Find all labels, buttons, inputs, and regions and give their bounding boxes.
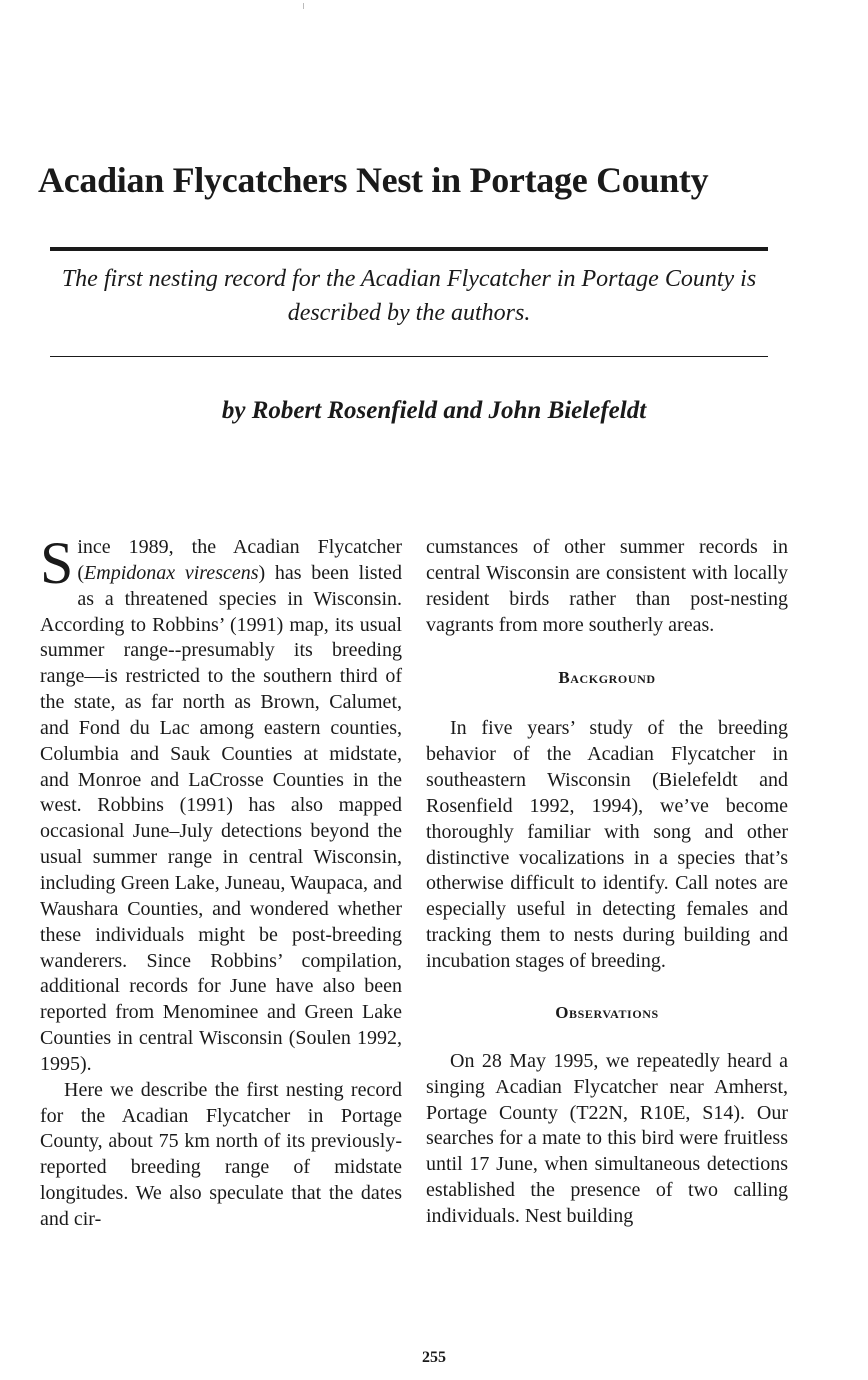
second-paragraph: Here we describe the first nesting record for the Acadian Flycatcher in Portage County, about 75 km north of its previously-reported breeding range of midstate longitudes. We also speculate that the dates and cir-	[40, 1078, 402, 1230]
background-paragraph: In five years’ study of the breeding behavior of the Acadian Flycatcher in southeastern Wisconsin (Bielefeldt and Rosenfield 1992, 1994), we’ve become thoroughly familiar with song and other distinctive vocalizations in a species that’s otherwise difficult to identify. Call notes are especially useful in detecting females and tracking them to nests during building and incubation stages of breeding.	[426, 717, 788, 972]
continued-paragraph: cumstances of other summer records in central Wisconsin are consistent with locally resident birds rather than post-nesting vagrants from more southerly areas.	[426, 536, 788, 636]
species-name: Empidonax virescens	[84, 561, 259, 584]
thin-divider	[50, 356, 768, 357]
thick-divider	[50, 247, 768, 251]
article-subtitle: The first nesting record for the Acadian Flycatcher in Portage County is described by the authors.	[61, 266, 757, 326]
intro-text-rest: ) has been listed as a threatened species in Wisconsin. According to Robbins’ (1991) map, its usual summer range--presumably its breeding range—is restricted to the southern third of the state, as far north as Brown, Calumet, and Fond du Lac among eastern counties, Columbia and Sauk Counties at midstate, and Monroe and LaCrosse Counties in the west. Robbins (1991) has also mapped occasional June–July detections beyond the usual summer range in central Wisconsin, including Green Lake, Juneau, Waupaca, and Waushara Counties, and wondered whether these individuals might be post-breeding wanderers. Since Robbins’ compilation, additional records for June have also been reported from Menominee and Green Lake Counties in central Wisconsin (Soulen 1992, 1995).	[40, 561, 403, 1075]
byline: by Robert Rosenfield and John Bielefeldt	[221, 397, 647, 424]
right-column	[426, 535, 788, 1230]
section-heading-observations: Observations	[555, 1002, 659, 1022]
section-heading-background: Background	[558, 668, 656, 688]
left-column	[40, 530, 403, 1233]
intro-text-start: ince 1989, the Acadian Flycatcher (	[77, 536, 402, 584]
page-number: 255	[422, 1349, 446, 1366]
drop-cap: S	[40, 530, 74, 596]
article-title: Acadian Flycatchers Nest in Portage County	[38, 160, 709, 200]
scan-speck	[303, 3, 304, 9]
observations-paragraph: On 28 May 1995, we repeatedly heard a singing Acadian Flycatcher near Amherst, Portage County (T22N, R10E, S14). Our searches for a mate to this bird were fruitless until 17 June, when simultaneous detections established the presence of two calling individuals. Nest building	[426, 1049, 788, 1227]
intro-paragraph	[40, 530, 403, 1078]
